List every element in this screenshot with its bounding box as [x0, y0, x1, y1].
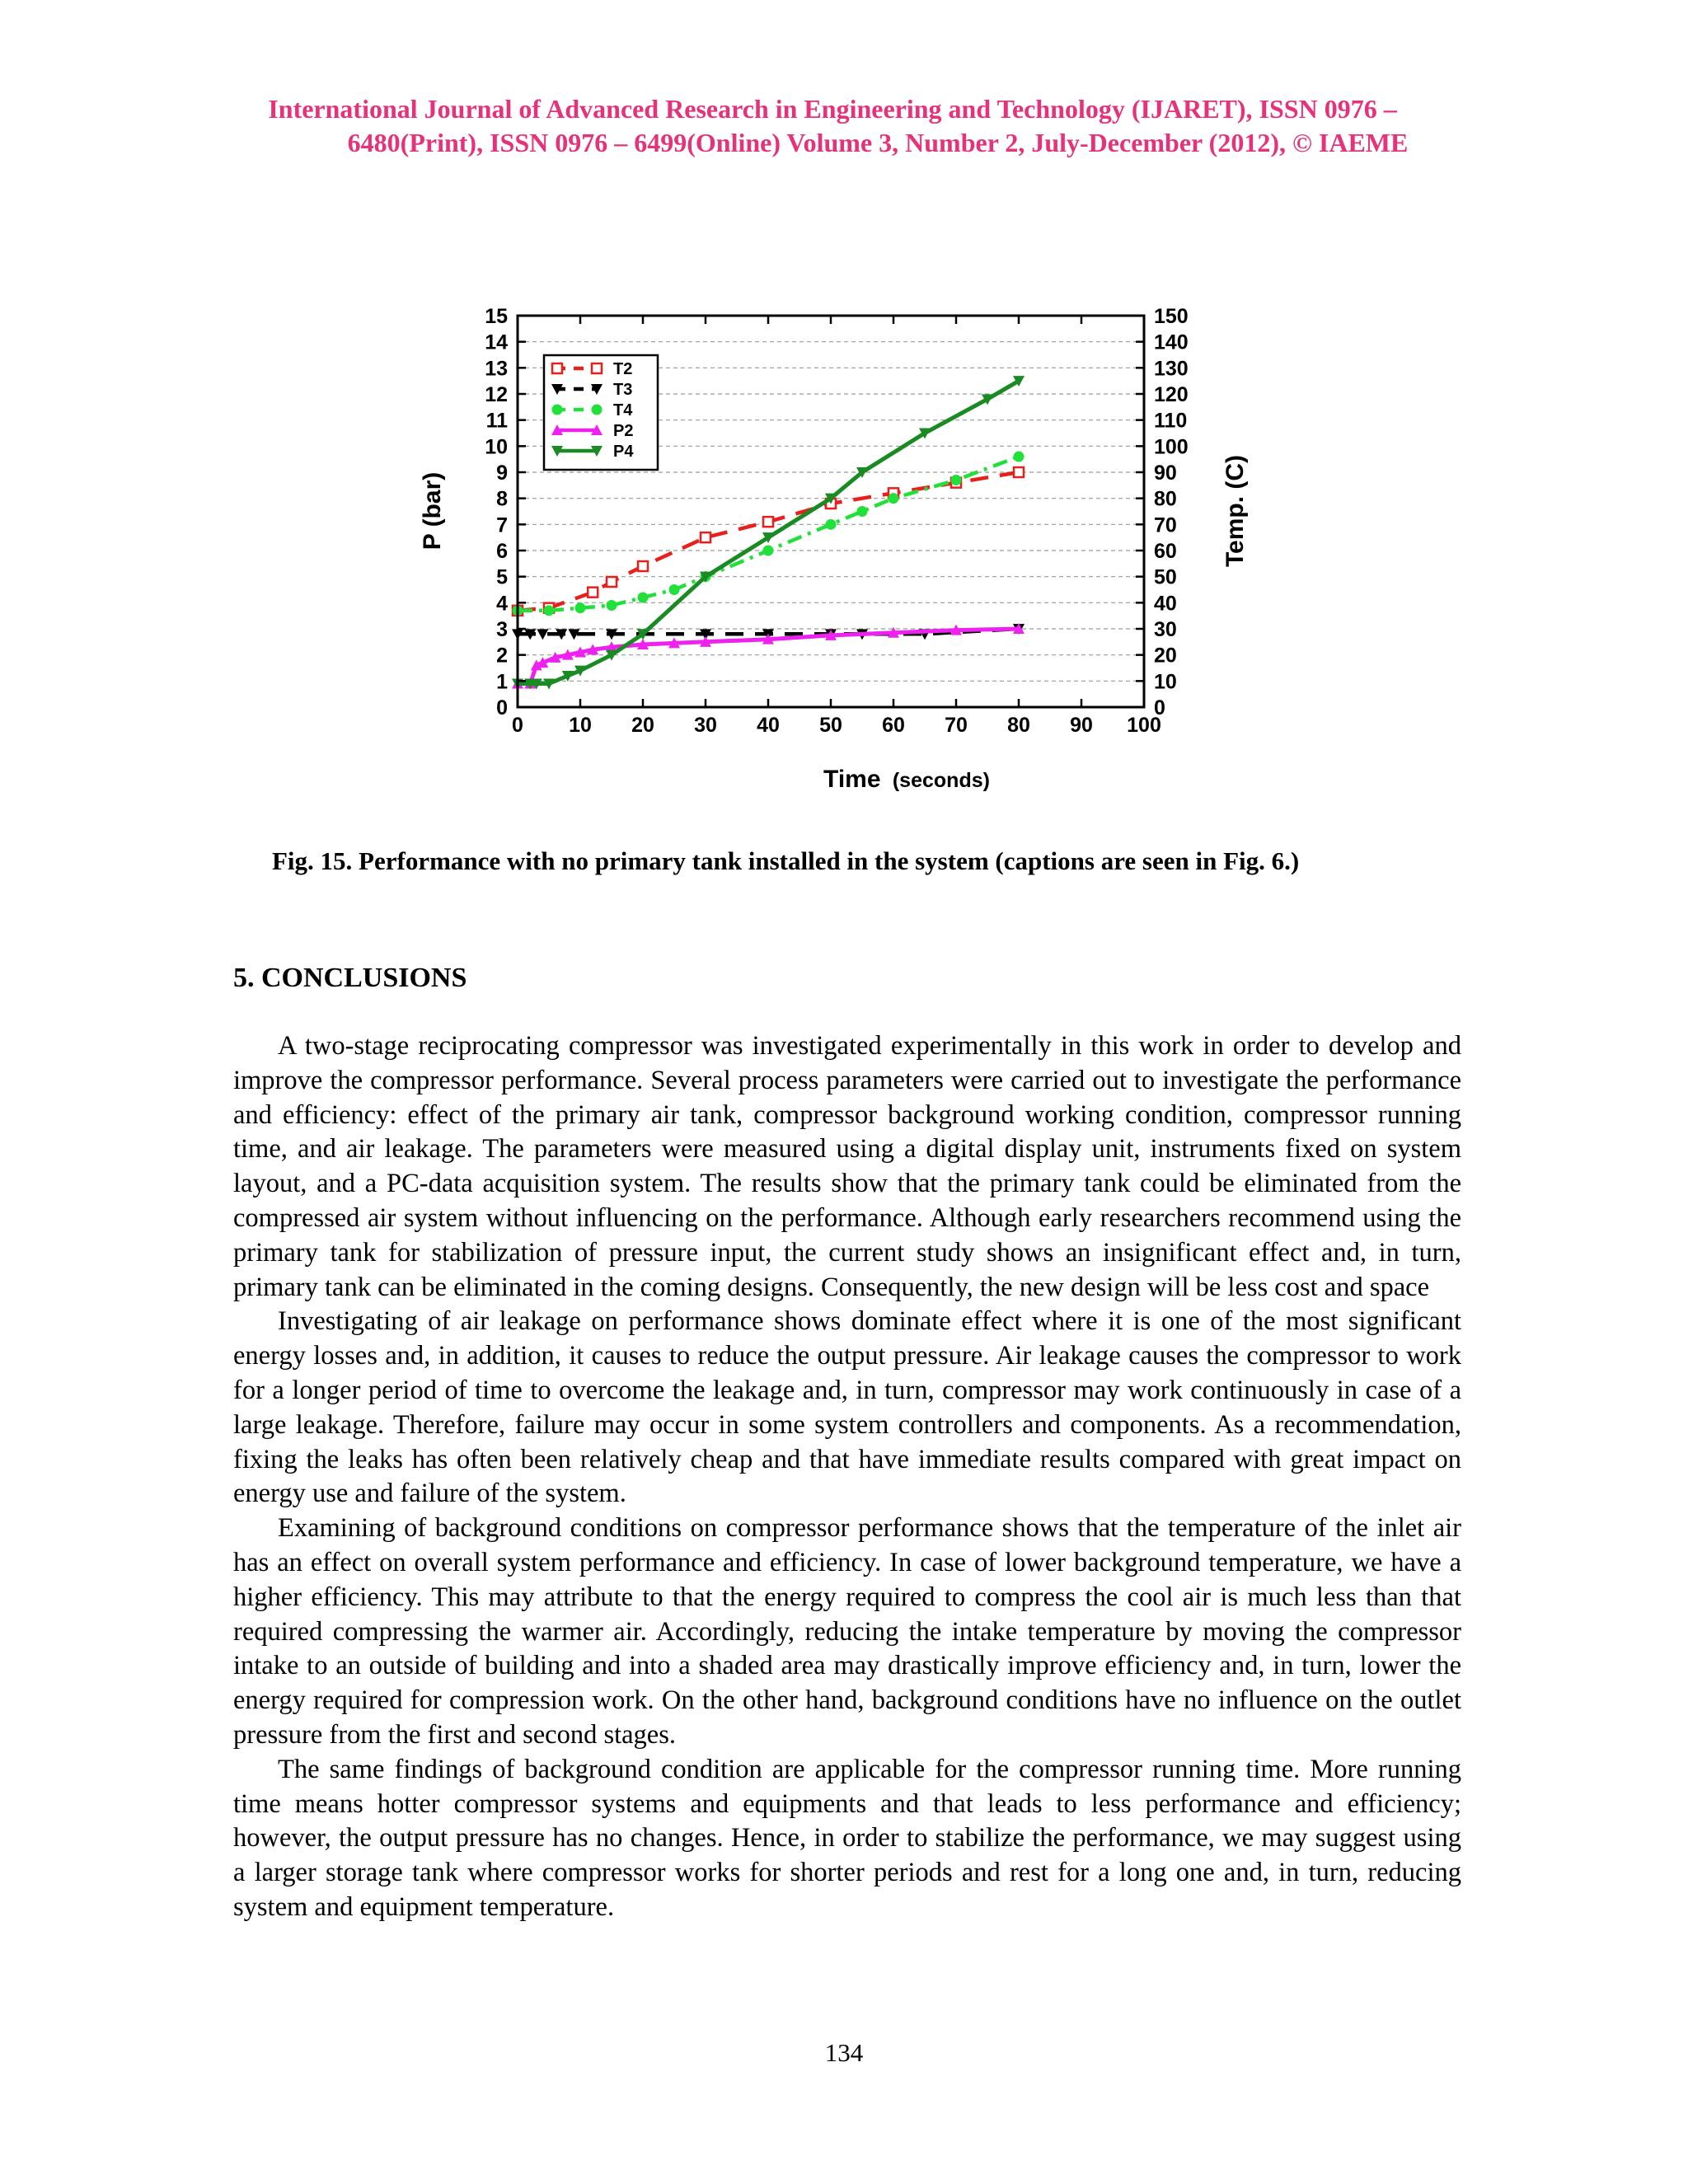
y2-tick-label: 20: [1154, 644, 1177, 668]
page-number: 134: [824, 2038, 864, 2067]
data-point-t4: [638, 593, 648, 602]
x-axis-label-main: Time: [823, 766, 881, 793]
y2-tick-label: 140: [1154, 330, 1189, 354]
y2-tick-label: 120: [1154, 383, 1189, 406]
y2-axis-label: Temp. (C): [1221, 454, 1249, 568]
x-tick-label: 100: [1127, 714, 1161, 737]
data-point-t2: [607, 577, 617, 587]
y-tick-label: 15: [485, 305, 508, 328]
data-point-t4: [1014, 452, 1024, 462]
y-tick-label: 1: [496, 670, 508, 694]
y2-tick-label: 30: [1154, 618, 1177, 641]
y-tick-label: 3: [496, 618, 508, 641]
y2-tick-label: 0: [1154, 696, 1165, 719]
x-tick-label: 40: [757, 714, 780, 737]
legend-label: P2: [613, 422, 634, 440]
x-tick-label: 0: [512, 714, 523, 737]
x-tick-label: 70: [945, 714, 968, 737]
y2-tick-label: 60: [1154, 540, 1177, 563]
legend-marker: [592, 363, 602, 373]
figure-caption: Fig. 15. Performance with no primary tank installed in the system (captions are seen in Fig. 6.): [272, 846, 1300, 875]
x-tick-label: 20: [631, 714, 654, 737]
legend-label: T2: [613, 360, 633, 378]
y-tick-label: 7: [496, 513, 508, 537]
x-axis-label: [823, 766, 990, 793]
paragraph: Examining of background conditions on compressor performance shows that the temperature of the inlet air has an effect on overall system performance and efficiency. In case of lower background temperature, we have a higher efficiency. This may attribute to that the energy required to compress the cool air is much less than that required compressing the warmer air. Accordingly, reducing the intake temperature by moving the compressor intake to an outside of building and into a shaded area may drastically improve efficiency and, in turn, lower the energy required for compression work. On the other hand, background conditions have no influence on the outlet pressure from the first and second stages.: [233, 1513, 1461, 1750]
data-point-t4: [951, 476, 961, 485]
x-tick-label: 60: [882, 714, 905, 737]
y-tick-label: 14: [485, 330, 508, 354]
y2-tick-label: 110: [1154, 409, 1188, 433]
x-axis-label-unit: (seconds): [892, 769, 990, 792]
y-tick-label: 11: [485, 409, 508, 433]
y2-tick-label: 50: [1154, 565, 1177, 589]
legend-marker: [552, 363, 562, 373]
x-tick-label: 80: [1007, 714, 1030, 737]
y2-tick-label: 150: [1154, 305, 1189, 328]
x-tick-label: 90: [1070, 714, 1093, 737]
data-point-t4: [857, 507, 867, 517]
y-tick-label: 6: [496, 540, 508, 563]
data-point-t4: [763, 546, 773, 555]
y2-tick-label: 130: [1154, 357, 1189, 381]
chart-legend: [544, 355, 658, 470]
paragraph: The same findings of background condition are applicable for the compressor running time. More running time means hotter compressor systems and equipments and that leads to less performance and efficiency; however, the output pressure has no changes. Hence, in order to stabilize the performance, we may suggest using a larger storage tank where compressor works for shorter periods and rest for a long one and, in turn, reducing system and equipment temperature.: [233, 1754, 1461, 1922]
x-tick-label: 30: [694, 714, 717, 737]
y-tick-label: 9: [496, 462, 508, 485]
y-tick-label: 2: [496, 644, 508, 668]
legend-label: T3: [613, 381, 633, 399]
data-point-t4: [826, 519, 836, 529]
journal-header-line-1: International Journal of Advanced Research in Engineering and Technology (IJARET), ISSN 0976 –: [268, 94, 1397, 124]
legend-label: P4: [613, 443, 634, 461]
paragraph: A two-stage reciprocating compressor was investigated experimentally in this work in order to develop and improve the compressor performance. Several process parameters were carried out to investigate the performance and efficiency: effect of the primary air tank, compressor background working condition, compressor running time, and air leakage. The parameters were measured using a digital display unit, instruments fixed on system layout, and a PC-data acquisition system. The results show that the primary tank could be eliminated from the compressed air system without influencing on the performance. Although early researchers recommend using the primary tank for stabilization of pressure input, the current study shows an insignificant effect and, in turn, primary tank can be eliminated in the coming designs. Consequently, the new design will be less cost and space: [233, 1031, 1461, 1302]
data-point-t4: [575, 603, 585, 613]
y2-tick-label: 100: [1154, 435, 1189, 459]
y2-tick-label: 90: [1154, 462, 1177, 485]
data-point-t4: [669, 585, 679, 595]
data-point-t2: [701, 532, 710, 542]
y2-tick-label: 10: [1154, 670, 1177, 694]
y-tick-label: 5: [496, 565, 508, 589]
y-tick-label: 8: [496, 487, 508, 511]
y-tick-label: 10: [485, 435, 508, 459]
y-tick-label: 4: [496, 592, 508, 616]
legend-marker: [552, 405, 562, 415]
section-title: 5. CONCLUSIONS: [233, 963, 467, 993]
y-tick-label: 13: [485, 357, 508, 381]
y2-tick-label: 70: [1154, 513, 1177, 537]
paragraph: Investigating of air leakage on performance shows dominate effect where it is one of the most significant energy losses and, in addition, it causes to reduce the output pressure. Air leakage causes the compressor to work for a longer period of time to overcome the leakage and, in turn, compressor may work continuously in case of a large leakage. Therefore, failure may occur in some system controllers and components. As a recommendation, fixing the leaks has often been relatively cheap and that have immediate results compared with great impact on energy use and failure of the system.: [233, 1306, 1461, 1509]
data-point-t3: [537, 629, 548, 640]
data-point-t4: [544, 606, 554, 616]
performance-chart: [404, 297, 1278, 808]
legend-label: T4: [613, 401, 633, 419]
y-tick-label: 12: [485, 383, 508, 406]
legend-marker: [592, 405, 602, 415]
data-point-t2: [763, 517, 773, 527]
y-tick-label: 0: [496, 696, 508, 719]
x-tick-label: 10: [569, 714, 592, 737]
data-point-t4: [607, 601, 617, 611]
journal-header-line-2: 6480(Print), ISSN 0976 – 6499(Online) Volume 3, Number 2, July-December (2012), © IAEME: [347, 128, 1409, 157]
y-axis-label: P (bar): [419, 471, 446, 551]
conclusions-body: [233, 1029, 1461, 1925]
journal-header: [206, 92, 1459, 160]
data-point-t2: [638, 561, 648, 571]
y2-tick-label: 40: [1154, 592, 1177, 616]
data-point-t4: [889, 494, 898, 504]
y2-tick-label: 80: [1154, 487, 1177, 511]
data-point-t2: [1014, 467, 1024, 477]
data-point-t2: [588, 588, 598, 598]
x-tick-label: 50: [819, 714, 842, 737]
